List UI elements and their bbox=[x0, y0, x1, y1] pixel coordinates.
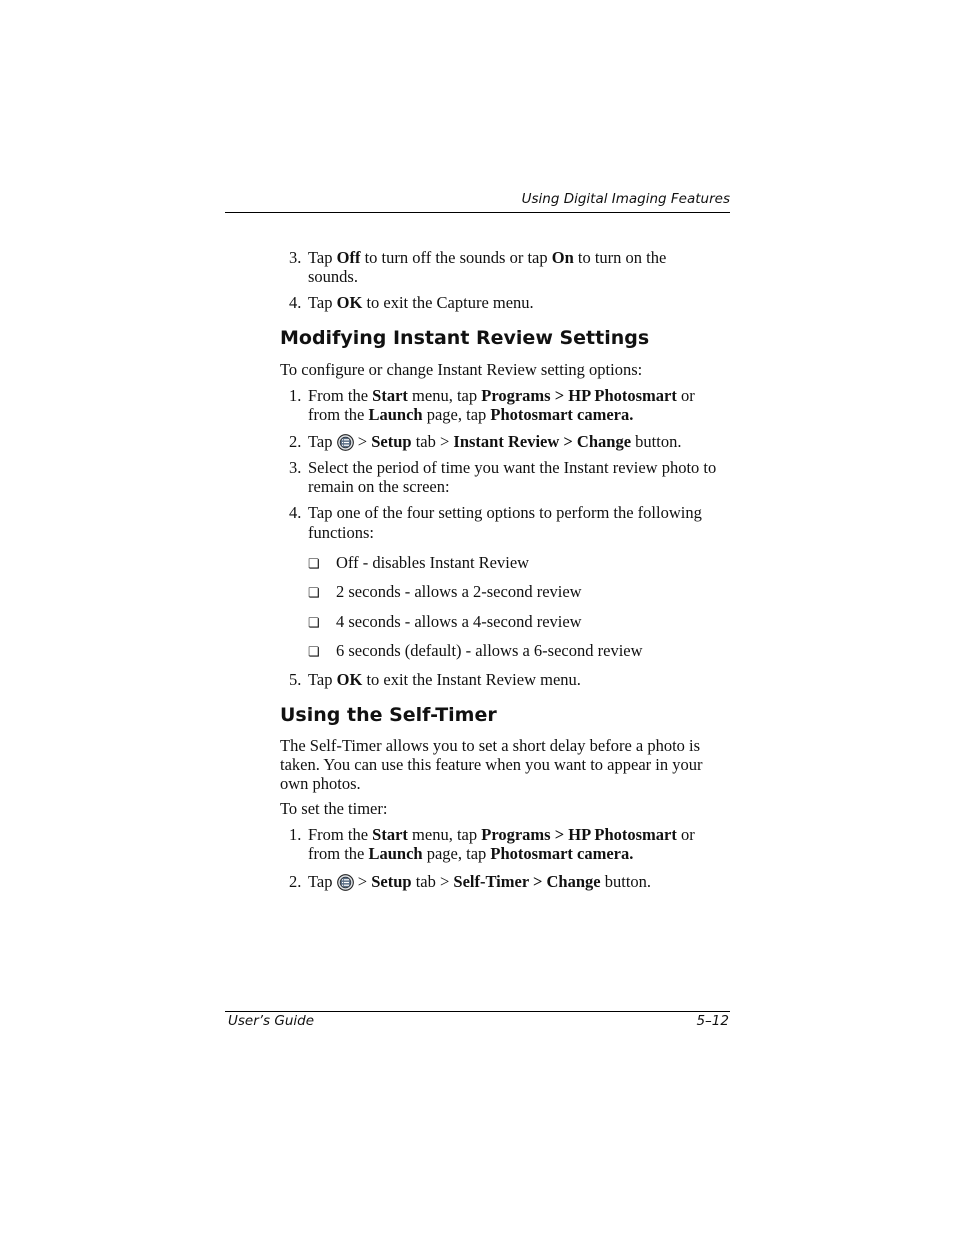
step-text: From the Start menu, tap Programs > HP Photosmart or from the Launch page, tap Photosmart camera. bbox=[308, 386, 695, 424]
step-number: 5. bbox=[289, 670, 302, 689]
running-header: Using Digital Imaging Features bbox=[521, 191, 730, 207]
section-paragraph: The Self-Timer allows you to set a short delay before a photo is taken. You can use this feature when you want to appear in your own photos. bbox=[280, 736, 703, 793]
footer-guide-title: User’s Guide bbox=[228, 1013, 315, 1029]
step-text: From the Start menu, tap Programs > HP Photosmart or from the Launch page, tap Photosmart camera. bbox=[308, 825, 695, 863]
step-number: 3. bbox=[289, 248, 302, 267]
set-timer-text: To set the timer: bbox=[280, 799, 388, 818]
checkbox-bullet: ❏ bbox=[308, 585, 320, 600]
checkbox-bullet: ❏ bbox=[308, 644, 320, 659]
step-number: 2. bbox=[289, 872, 302, 891]
step-text: Tap OK to exit the Capture menu. bbox=[308, 293, 534, 312]
step-text: Tap > Setup tab > Self-Timer > Change button. bbox=[308, 872, 652, 891]
menu-icon bbox=[337, 434, 354, 451]
footer-rule bbox=[225, 1011, 730, 1012]
step-text: Tap OK to exit the Instant Review menu. bbox=[308, 670, 581, 689]
option-item: Off - disables Instant Review bbox=[336, 553, 530, 572]
step-number: 3. bbox=[289, 458, 302, 477]
step-number: 1. bbox=[289, 825, 302, 844]
step-number: 4. bbox=[289, 503, 302, 522]
option-item: 6 seconds (default) - allows a 6-second review bbox=[336, 641, 643, 660]
section-heading: Modifying Instant Review Settings bbox=[280, 327, 650, 349]
page-number: 5–12 bbox=[696, 1013, 729, 1029]
checkbox-bullet: ❏ bbox=[308, 556, 320, 571]
step-number: 4. bbox=[289, 293, 302, 312]
option-item: 4 seconds - allows a 4-second review bbox=[336, 612, 582, 631]
step-number: 2. bbox=[289, 432, 302, 451]
step-text: Tap > Setup tab > Instant Review > Change button. bbox=[308, 432, 682, 451]
step-text: Select the period of time you want the Instant review photo to remain on the screen: bbox=[308, 458, 717, 496]
step-text: Tap Off to turn off the sounds or tap On to turn on the sounds. bbox=[308, 248, 667, 286]
header-rule bbox=[225, 212, 730, 213]
section-intro: To configure or change Instant Review setting options: bbox=[280, 360, 643, 379]
step-text: Tap one of the four setting options to perform the following functions: bbox=[308, 503, 702, 542]
menu-icon bbox=[337, 874, 354, 891]
option-item: 2 seconds - allows a 2-second review bbox=[336, 582, 582, 601]
section-heading: Using the Self-Timer bbox=[280, 704, 497, 726]
step-number: 1. bbox=[289, 386, 302, 405]
checkbox-bullet: ❏ bbox=[308, 615, 320, 630]
